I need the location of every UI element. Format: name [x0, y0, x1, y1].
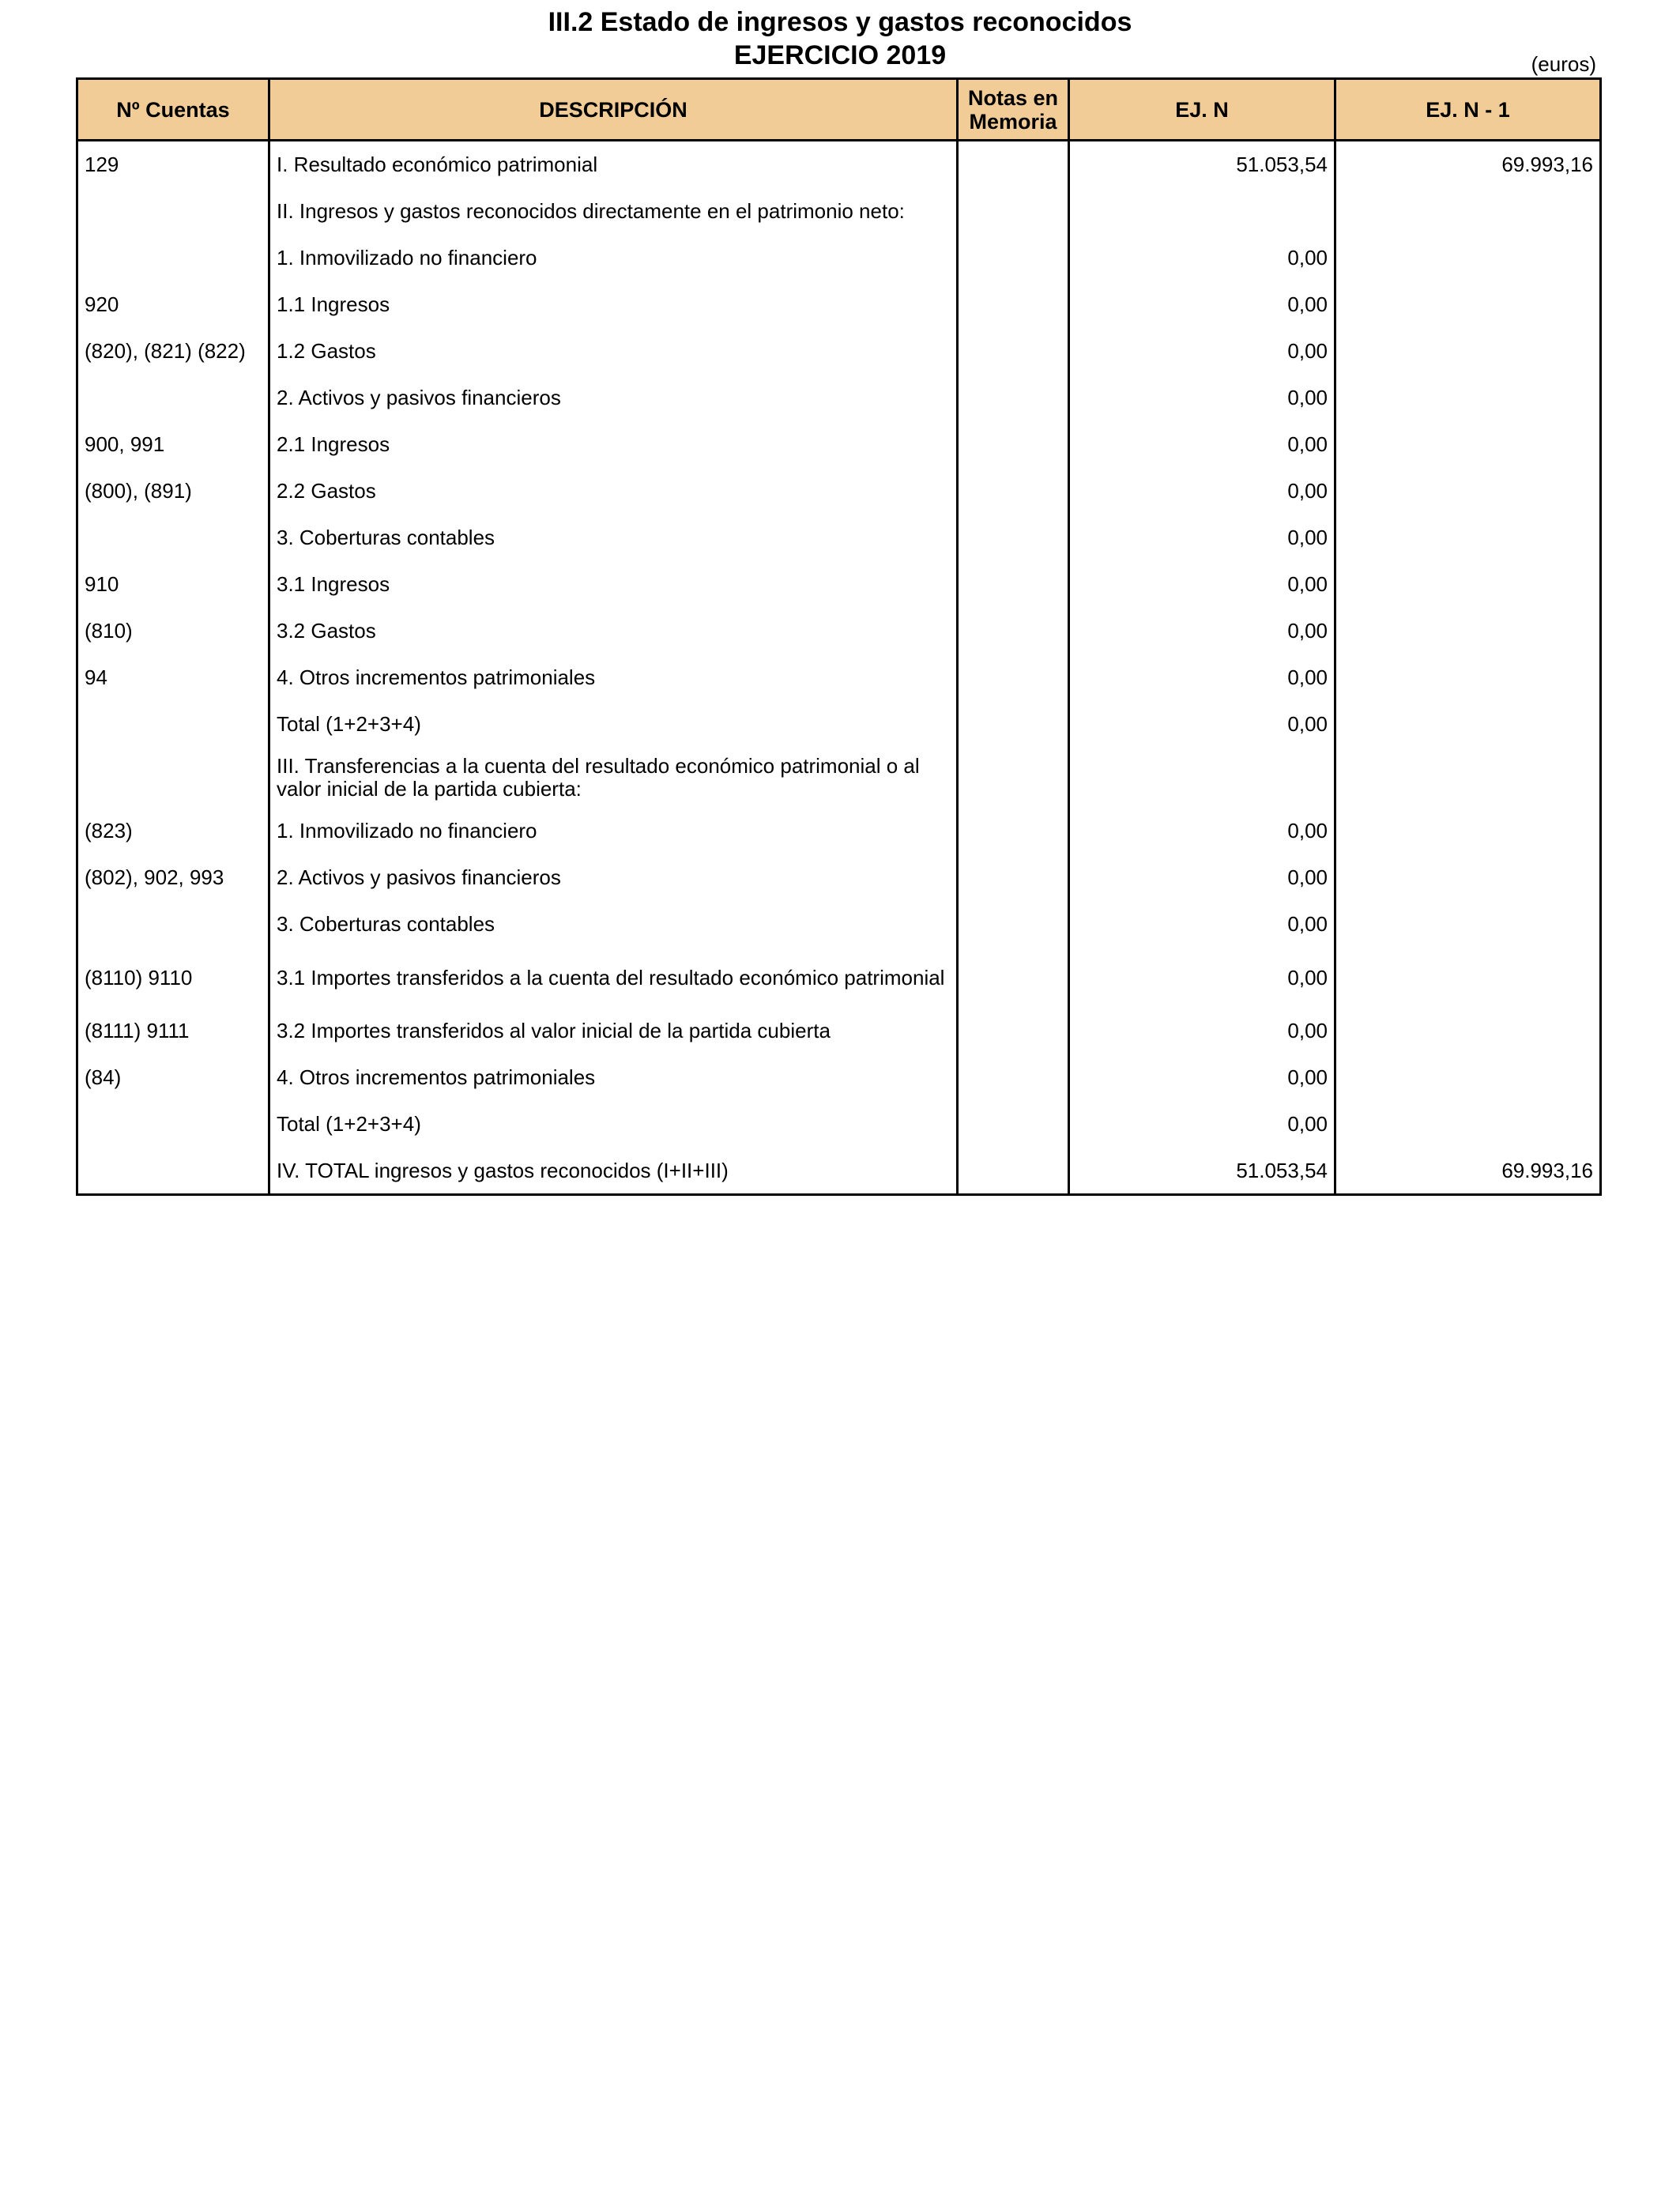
- currency-units-label: (euros): [1531, 52, 1596, 76]
- cell-ej-n: 0,00: [1069, 235, 1335, 281]
- cell-descripcion: I. Resultado económico patrimonial: [269, 141, 958, 189]
- income-expense-statement-table: [76, 77, 1602, 1196]
- cell-ej-n: 0,00: [1069, 901, 1335, 948]
- cell-descripcion: 2.2 Gastos: [269, 468, 958, 515]
- cell-cuentas: (800), (891): [77, 468, 269, 515]
- cell-ej-n-1: [1335, 421, 1601, 468]
- cell-ej-n: 0,00: [1069, 515, 1335, 561]
- cell-ej-n-1: [1335, 901, 1601, 948]
- cell-notas: [958, 701, 1069, 748]
- cell-cuentas: (820), (821) (822): [77, 328, 269, 375]
- cell-ej-n-1: [1335, 561, 1601, 608]
- cell-descripcion: 3. Coberturas contables: [269, 515, 958, 561]
- cell-notas: [958, 235, 1069, 281]
- fiscal-year-title: EJERCICIO 2019: [733, 40, 947, 70]
- cell-ej-n-1: [1335, 1101, 1601, 1148]
- table-row: [77, 808, 1601, 854]
- cell-ej-n: 0,00: [1069, 375, 1335, 421]
- cell-ej-n: [1069, 188, 1335, 235]
- cell-ej-n: 0,00: [1069, 948, 1335, 1008]
- cell-descripcion: 4. Otros incrementos patrimoniales: [269, 654, 958, 701]
- cell-ej-n: 0,00: [1069, 854, 1335, 901]
- table-row: [77, 281, 1601, 328]
- cell-cuentas: [77, 235, 269, 281]
- cell-ej-n: 0,00: [1069, 468, 1335, 515]
- cell-ej-n-1: [1335, 701, 1601, 748]
- column-header-notas: Notas en Memoria: [958, 79, 1069, 141]
- table-row: [77, 901, 1601, 948]
- cell-cuentas: [77, 748, 269, 808]
- table-row: [77, 468, 1601, 515]
- table-row: [77, 515, 1601, 561]
- table-row: [77, 748, 1601, 808]
- table-row: [77, 561, 1601, 608]
- cell-ej-n-1: [1335, 748, 1601, 808]
- cell-cuentas: [77, 701, 269, 748]
- cell-cuentas: (810): [77, 608, 269, 654]
- column-header-ej-n-1: EJ. N - 1: [1335, 79, 1601, 141]
- cell-descripcion: 2. Activos y pasivos financieros: [269, 854, 958, 901]
- cell-notas: [958, 515, 1069, 561]
- cell-cuentas: (802), 902, 993: [77, 854, 269, 901]
- cell-notas: [958, 1008, 1069, 1054]
- cell-ej-n: 0,00: [1069, 281, 1335, 328]
- cell-ej-n: 0,00: [1069, 328, 1335, 375]
- column-header-cuentas: Nº Cuentas: [77, 79, 269, 141]
- cell-ej-n: 0,00: [1069, 1008, 1335, 1054]
- cell-ej-n-1: [1335, 948, 1601, 1008]
- cell-ej-n-1: [1335, 808, 1601, 854]
- cell-ej-n-1: [1335, 854, 1601, 901]
- cell-ej-n-1: [1335, 1008, 1601, 1054]
- cell-descripcion: 1. Inmovilizado no financiero: [269, 808, 958, 854]
- cell-notas: [958, 468, 1069, 515]
- cell-ej-n-1: 69.993,16: [1335, 141, 1601, 189]
- cell-notas: [958, 854, 1069, 901]
- table-row: [77, 141, 1601, 189]
- cell-notas: [958, 1148, 1069, 1195]
- cell-cuentas: [77, 375, 269, 421]
- cell-cuentas: (823): [77, 808, 269, 854]
- cell-cuentas: [77, 188, 269, 235]
- cell-descripcion: 3. Coberturas contables: [269, 901, 958, 948]
- cell-ej-n: 0,00: [1069, 421, 1335, 468]
- column-header-ej-n: EJ. N: [1069, 79, 1335, 141]
- cell-descripcion: 3.1 Importes transferidos a la cuenta del resultado económico patrimonial: [269, 948, 958, 1008]
- cell-cuentas: (84): [77, 1054, 269, 1101]
- cell-descripcion: 2.1 Ingresos: [269, 421, 958, 468]
- cell-descripcion: 3.2 Importes transferidos al valor inicial de la partida cubierta: [269, 1008, 958, 1054]
- cell-ej-n-1: [1335, 281, 1601, 328]
- header-row: [77, 79, 1601, 141]
- cell-notas: [958, 808, 1069, 854]
- cell-cuentas: 94: [77, 654, 269, 701]
- cell-descripcion: III. Transferencias a la cuenta del resultado económico patrimonial o al valor inicial de la partida cubierta:: [269, 748, 958, 808]
- cell-ej-n: 51.053,54: [1069, 1148, 1335, 1195]
- cell-cuentas: [77, 515, 269, 561]
- cell-notas: [958, 654, 1069, 701]
- cell-ej-n-1: [1335, 468, 1601, 515]
- cell-cuentas: 129: [77, 141, 269, 189]
- table-row: [77, 188, 1601, 235]
- cell-descripcion: 3.1 Ingresos: [269, 561, 958, 608]
- cell-cuentas: [77, 1148, 269, 1195]
- table-row: [77, 1148, 1601, 1195]
- cell-ej-n-1: [1335, 1054, 1601, 1101]
- cell-descripcion: 3.2 Gastos: [269, 608, 958, 654]
- cell-ej-n: 0,00: [1069, 608, 1335, 654]
- cell-descripcion: Total (1+2+3+4): [269, 1101, 958, 1148]
- cell-ej-n-1: [1335, 328, 1601, 375]
- table-row: [77, 608, 1601, 654]
- table-row: [77, 1008, 1601, 1054]
- table-row: [77, 654, 1601, 701]
- cell-notas: [958, 1054, 1069, 1101]
- table-row: [77, 1101, 1601, 1148]
- cell-ej-n: 0,00: [1069, 1054, 1335, 1101]
- table-body: [77, 141, 1601, 1195]
- cell-cuentas: 920: [77, 281, 269, 328]
- cell-cuentas: [77, 901, 269, 948]
- cell-descripcion: Total (1+2+3+4): [269, 701, 958, 748]
- cell-notas: [958, 901, 1069, 948]
- cell-notas: [958, 561, 1069, 608]
- cell-cuentas: [77, 1101, 269, 1148]
- cell-ej-n: 0,00: [1069, 701, 1335, 748]
- cell-ej-n-1: [1335, 515, 1601, 561]
- cell-cuentas: (8111) 9111: [77, 1008, 269, 1054]
- cell-cuentas: (8110) 9110: [77, 948, 269, 1008]
- cell-ej-n: 51.053,54: [1069, 141, 1335, 189]
- cell-ej-n: 0,00: [1069, 654, 1335, 701]
- table-row: [77, 701, 1601, 748]
- cell-notas: [958, 328, 1069, 375]
- cell-descripcion: IV. TOTAL ingresos y gastos reconocidos (I+II+III): [269, 1148, 958, 1195]
- cell-notas: [958, 141, 1069, 189]
- cell-ej-n-1: [1335, 375, 1601, 421]
- table-row: [77, 375, 1601, 421]
- cell-descripcion: 4. Otros incrementos patrimoniales: [269, 1054, 958, 1101]
- cell-notas: [958, 281, 1069, 328]
- cell-notas: [958, 421, 1069, 468]
- cell-descripcion: 1. Inmovilizado no financiero: [269, 235, 958, 281]
- cell-notas: [958, 748, 1069, 808]
- table-header: [77, 79, 1601, 141]
- cell-ej-n-1: [1335, 654, 1601, 701]
- cell-cuentas: 910: [77, 561, 269, 608]
- cell-descripcion: 1.2 Gastos: [269, 328, 958, 375]
- cell-notas: [958, 608, 1069, 654]
- cell-ej-n-1: [1335, 608, 1601, 654]
- cell-ej-n-1: [1335, 235, 1601, 281]
- table-row: [77, 235, 1601, 281]
- table-row: [77, 1054, 1601, 1101]
- cell-notas: [958, 375, 1069, 421]
- cell-notas: [958, 948, 1069, 1008]
- cell-ej-n: 0,00: [1069, 1101, 1335, 1148]
- table-row: [77, 854, 1601, 901]
- table-row: [77, 948, 1601, 1008]
- cell-descripcion: 2. Activos y pasivos financieros: [269, 375, 958, 421]
- cell-ej-n: 0,00: [1069, 808, 1335, 854]
- cell-notas: [958, 188, 1069, 235]
- cell-descripcion: 1.1 Ingresos: [269, 281, 958, 328]
- cell-descripcion: II. Ingresos y gastos reconocidos directamente en el patrimonio neto:: [269, 188, 958, 235]
- cell-ej-n-1: 69.993,16: [1335, 1148, 1601, 1195]
- column-header-descripcion: DESCRIPCIÓN: [269, 79, 958, 141]
- cell-cuentas: 900, 991: [77, 421, 269, 468]
- cell-notas: [958, 1101, 1069, 1148]
- cell-ej-n-1: [1335, 188, 1601, 235]
- page-title: III.2 Estado de ingresos y gastos reconocidos: [548, 7, 1132, 37]
- table-row: [77, 328, 1601, 375]
- cell-ej-n: 0,00: [1069, 561, 1335, 608]
- table-row: [77, 421, 1601, 468]
- cell-ej-n: [1069, 748, 1335, 808]
